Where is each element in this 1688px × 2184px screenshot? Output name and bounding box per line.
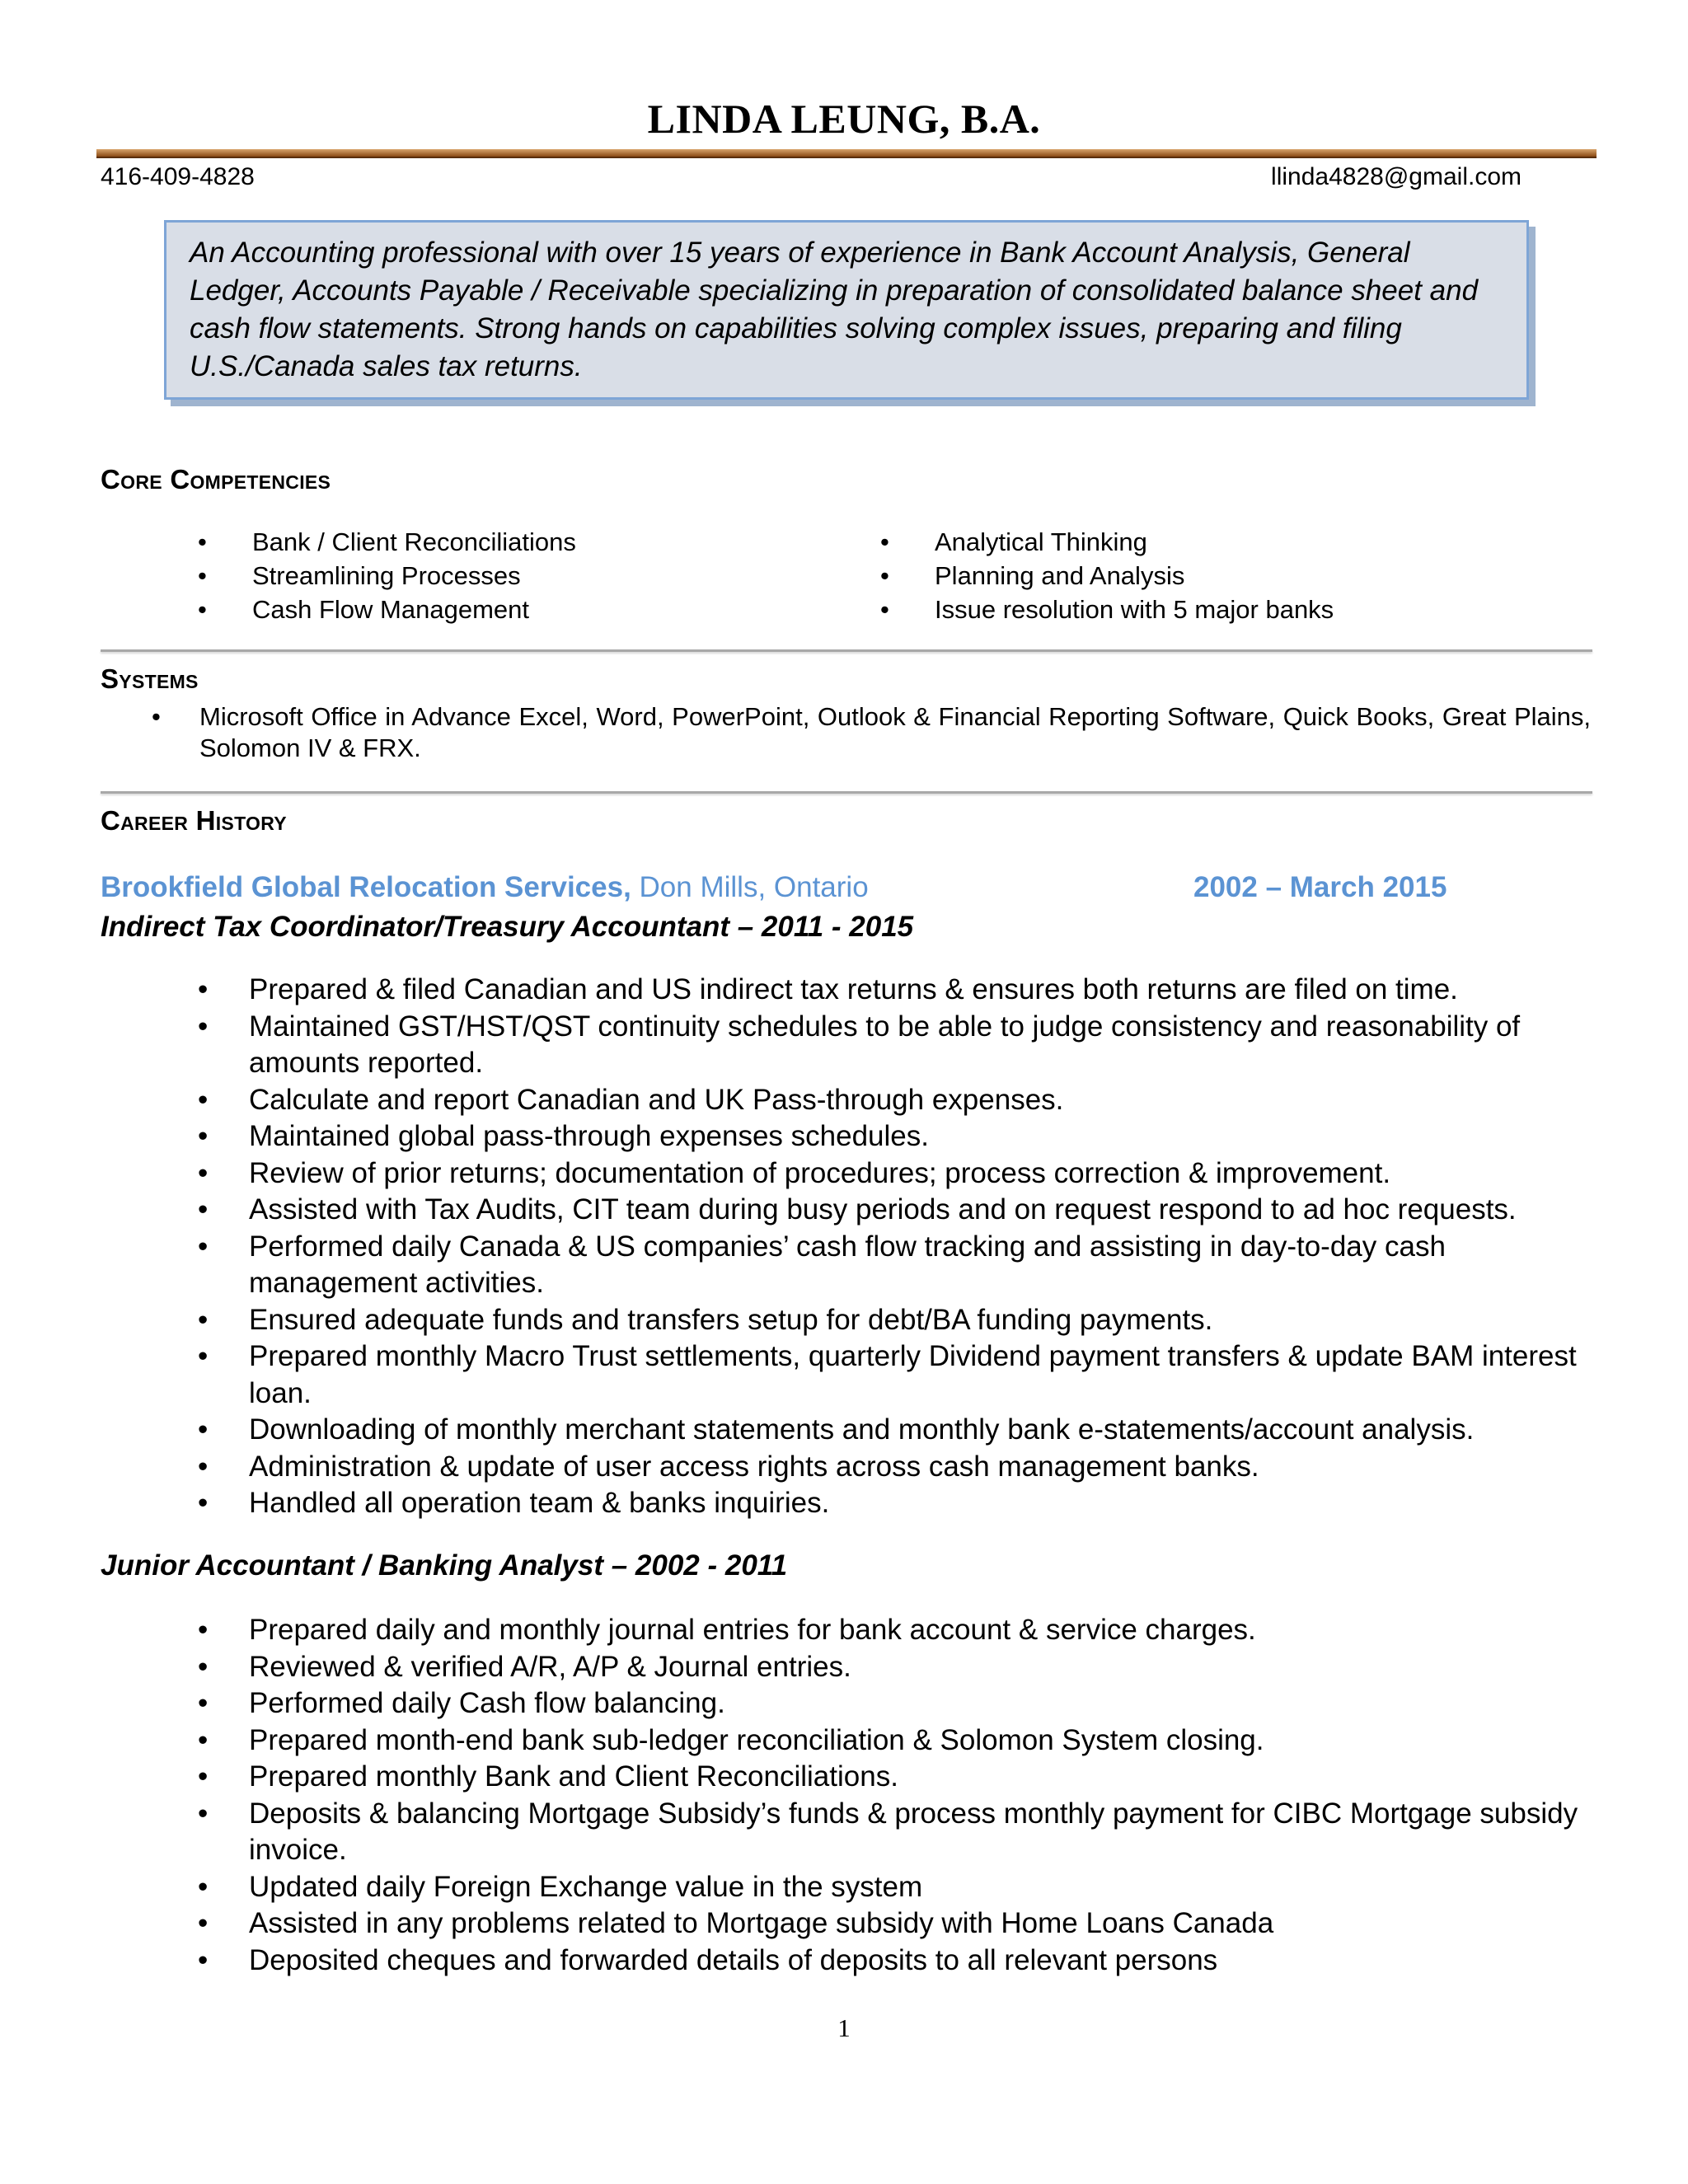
list-item: • Maintained GST/HST/QST continuity schedules to be able to judge consistency and reasonability of amounts reported. <box>198 1010 1521 1079</box>
list-item: • Handled all operation team & banks inquiries. <box>198 1485 1595 1522</box>
bullet-icon: • <box>880 527 889 556</box>
summary-text: An Accounting professional with over 15 years of experience in Bank Account Analysis, General Ledger, Accounts Payable / Receivable specializing in preparation of consolidated balance sheet and cash flow statements. Strong hands on capabilities solving complex issues, preparing and filing U.S./Canada sales tax returns. <box>190 237 1479 382</box>
section-divider <box>101 649 1592 652</box>
list-item: • Ensured adequate funds and transfers setup for debt/BA funding payments. <box>198 1302 1595 1339</box>
section-divider <box>101 791 1592 794</box>
list-item: • Updated daily Foreign Exchange value in the system <box>198 1869 1595 1906</box>
list-item: • Downloading of monthly merchant statements and monthly bank e-statements/account analysis. <box>198 1412 1595 1449</box>
bullet-icon: • <box>198 1450 209 1483</box>
bullet-icon: • <box>198 527 207 556</box>
competencies-left-list <box>198 525 576 626</box>
list-item: • Assisted in any problems related to Mortgage subsidy with Home Loans Canada <box>198 1905 1595 1943</box>
bullet-icon: • <box>152 702 161 731</box>
bullet-icon: • <box>198 561 207 590</box>
phone-number: 416-409-4828 <box>101 163 255 190</box>
systems-list <box>101 701 1591 764</box>
core-competencies-heading: Core Competencies <box>101 464 331 494</box>
list-item: • Issue resolution with 5 major banks <box>880 593 1334 626</box>
list-item: • Bank / Client Reconciliations <box>198 525 576 559</box>
company-line <box>101 871 869 904</box>
list-item: • Maintained global pass-through expenses schedules. <box>198 1118 1595 1155</box>
bullet-icon: • <box>198 1797 209 1830</box>
company-name: Brookfield Global Relocation Services, <box>101 871 631 903</box>
list-item: • Deposited cheques and forwarded details of deposits to all relevant persons <box>198 1943 1595 1980</box>
list-item: • Prepared monthly Macro Trust settlements, quarterly Dividend payment transfers & update BAM interest loan. <box>198 1340 1577 1409</box>
bullet-icon: • <box>198 595 207 624</box>
bullet-icon: • <box>198 1120 209 1152</box>
list-item: • Cash Flow Management <box>198 593 576 626</box>
bullet-icon: • <box>198 1487 209 1519</box>
bullet-icon: • <box>198 1760 209 1793</box>
bullet-icon: • <box>198 1614 209 1646</box>
bullet-icon: • <box>198 1907 209 1939</box>
summary-box <box>164 220 1529 400</box>
list-item: • Calculate and report Canadian and UK Pass-through expenses. <box>198 1082 1595 1119</box>
email-address: llinda4828@gmail.com <box>1271 163 1522 190</box>
list-item: • Prepared monthly Bank and Client Reconciliations. <box>198 1759 1595 1796</box>
list-item: • Reviewed & verified A/R, A/P & Journal entries. <box>198 1649 1595 1686</box>
list-item: • Planning and Analysis <box>880 559 1334 593</box>
list-item: • Streamlining Processes <box>198 559 576 593</box>
list-item: • Prepared & filed Canadian and US indirect tax returns & ensures both returns are filed on time. <box>198 972 1595 1009</box>
company-location: Don Mills, Ontario <box>639 871 869 903</box>
list-item: • Prepared daily and monthly journal entries for bank account & service charges. <box>198 1612 1595 1649</box>
bullet-icon: • <box>198 1303 209 1336</box>
role-duties-list <box>198 972 1595 1522</box>
role-title: Indirect Tax Coordinator/Treasury Accountant – 2011 - 2015 <box>101 911 914 943</box>
candidate-name: LINDA LEUNG, B.A. <box>647 96 1041 142</box>
list-item: • Performed daily Canada & US companies’ cash flow tracking and assisting in day-to-day cash management activities. <box>198 1230 1446 1299</box>
bullet-icon: • <box>198 1083 209 1116</box>
bullet-icon: • <box>880 595 889 624</box>
list-item: • Assisted with Tax Audits, CIT team during busy periods and on request respond to ad hoc requests. <box>198 1192 1595 1229</box>
list-item: • Deposits & balancing Mortgage Subsidy’s funds & process monthly payment for CIBC Mortgage subsidy invoice. <box>198 1797 1578 1866</box>
bullet-icon: • <box>198 973 209 1005</box>
bullet-icon: • <box>198 1723 209 1756</box>
bullet-icon: • <box>198 1156 209 1189</box>
bullet-icon: • <box>198 1010 209 1043</box>
bullet-icon: • <box>198 1650 209 1683</box>
header-rule <box>96 149 1597 158</box>
list-item: • Administration & update of user access rights across cash management banks. <box>198 1449 1595 1486</box>
bullet-icon: • <box>198 1413 209 1446</box>
bullet-icon: • <box>198 1193 209 1226</box>
bullet-icon: • <box>198 1870 209 1903</box>
bullet-icon: • <box>198 1230 209 1263</box>
list-item: • Review of prior returns; documentation of procedures; process correction & improvement. <box>198 1155 1595 1193</box>
role-duties-list <box>198 1612 1595 1979</box>
career-history-heading: Career History <box>101 805 287 836</box>
bullet-icon: • <box>198 1687 209 1719</box>
employment-dates: 2002 – March 2015 <box>1193 871 1447 903</box>
role-title: Junior Accountant / Banking Analyst – 2002 - 2011 <box>101 1549 788 1582</box>
list-item: • Prepared month-end bank sub-ledger reconciliation & Solomon System closing. <box>198 1722 1595 1760</box>
list-item: • Microsoft Office in Advance Excel, Word, PowerPoint, Outlook & Financial Reporting Software, Quick Books, Great Plains, Solomon IV & FRX. <box>152 702 1591 762</box>
systems-heading: Systems <box>101 663 199 694</box>
list-item: • Performed daily Cash flow balancing. <box>198 1685 1595 1722</box>
list-item: • Analytical Thinking <box>880 525 1334 559</box>
bullet-icon: • <box>880 561 889 590</box>
competencies-right-list <box>880 525 1334 626</box>
bullet-icon: • <box>198 1943 209 1976</box>
bullet-icon: • <box>198 1340 209 1372</box>
page-number: 1 <box>837 2013 851 2042</box>
